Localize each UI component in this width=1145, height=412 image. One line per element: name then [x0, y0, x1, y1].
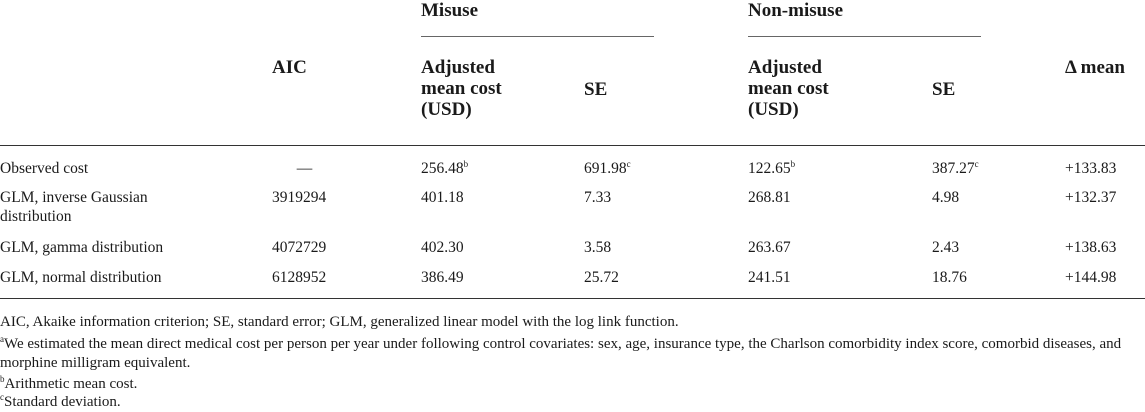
col-header-misuse-se: SE [584, 79, 608, 100]
footnote-abbreviations: AIC, Akaike information criterion; SE, standard error; GLM, generalized linear model with the log link function. [0, 314, 679, 330]
non-misuse-span-rule [748, 36, 981, 37]
row-gamma-delta: +138.63 [1065, 239, 1117, 256]
row-observed-non-misuse-mean: 122.65$^b$ [748, 158, 796, 177]
table-bottom-rule [0, 298, 1145, 299]
row-observed-misuse-mean: 256.48$^b$ [421, 158, 469, 177]
col-header-non-misuse-mean: Adjusted mean cost (USD) [748, 57, 829, 120]
row-inverse-gaussian-non-misuse-se: 4.98 [932, 189, 960, 206]
footnote-a-continued: morphine milligram equivalent. [0, 355, 191, 371]
row-observed-label: Observed cost [0, 160, 89, 177]
row-normal-delta: +144.98 [1065, 269, 1117, 286]
row-inverse-gaussian-label: GLM, inverse Gaussian distribution [0, 189, 148, 225]
row-normal-misuse-mean: 386.49 [421, 269, 464, 286]
row-observed-aic: — [296, 160, 313, 177]
row-inverse-gaussian-delta: +132.37 [1065, 189, 1117, 206]
row-normal-non-misuse-mean: 241.51 [748, 269, 791, 286]
col-header-aic: AIC [272, 57, 307, 78]
footnote-a: $^a$We estimated the mean direct medical cost per person per year under following control covariates: sex, age, insurance type, the Charlson comorbidity index score, comorbid diseases, and [0, 334, 1122, 352]
row-gamma-non-misuse-mean: 263.67 [748, 239, 791, 256]
col-header-delta-mean: Δ mean [1065, 57, 1125, 78]
row-gamma-aic: 4072729 [272, 239, 327, 256]
group-header-misuse: Misuse [421, 0, 478, 21]
row-observed-non-misuse-se: 387.27$^c$ [932, 158, 979, 177]
row-gamma-label: GLM, gamma distribution [0, 239, 164, 256]
row-observed-delta: +133.83 [1065, 160, 1117, 177]
col-header-misuse-mean: Adjusted mean cost (USD) [421, 57, 502, 120]
row-normal-misuse-se: 25.72 [584, 269, 619, 286]
row-normal-non-misuse-se: 18.76 [932, 269, 967, 286]
row-gamma-misuse-se: 3.58 [584, 239, 612, 256]
row-inverse-gaussian-misuse-se: 7.33 [584, 189, 612, 206]
footnote-b: $^b$Arithmetic mean cost. [0, 374, 138, 392]
row-gamma-misuse-mean: 402.30 [421, 239, 464, 256]
col-header-non-misuse-se: SE [932, 79, 956, 100]
row-inverse-gaussian-non-misuse-mean: 268.81 [748, 189, 791, 206]
row-normal-aic: 6128952 [272, 269, 327, 286]
group-header-non-misuse: Non-misuse [748, 0, 844, 21]
misuse-span-rule [421, 36, 654, 37]
footnote-c: $^c$Standard deviation. [0, 392, 121, 410]
row-normal-label: GLM, normal distribution [0, 269, 162, 286]
row-gamma-non-misuse-se: 2.43 [932, 239, 960, 256]
header-bottom-rule [0, 145, 1145, 146]
row-inverse-gaussian-aic: 3919294 [272, 189, 327, 206]
row-inverse-gaussian-misuse-mean: 401.18 [421, 189, 464, 206]
row-observed-misuse-se: 691.98$^c$ [584, 158, 631, 177]
